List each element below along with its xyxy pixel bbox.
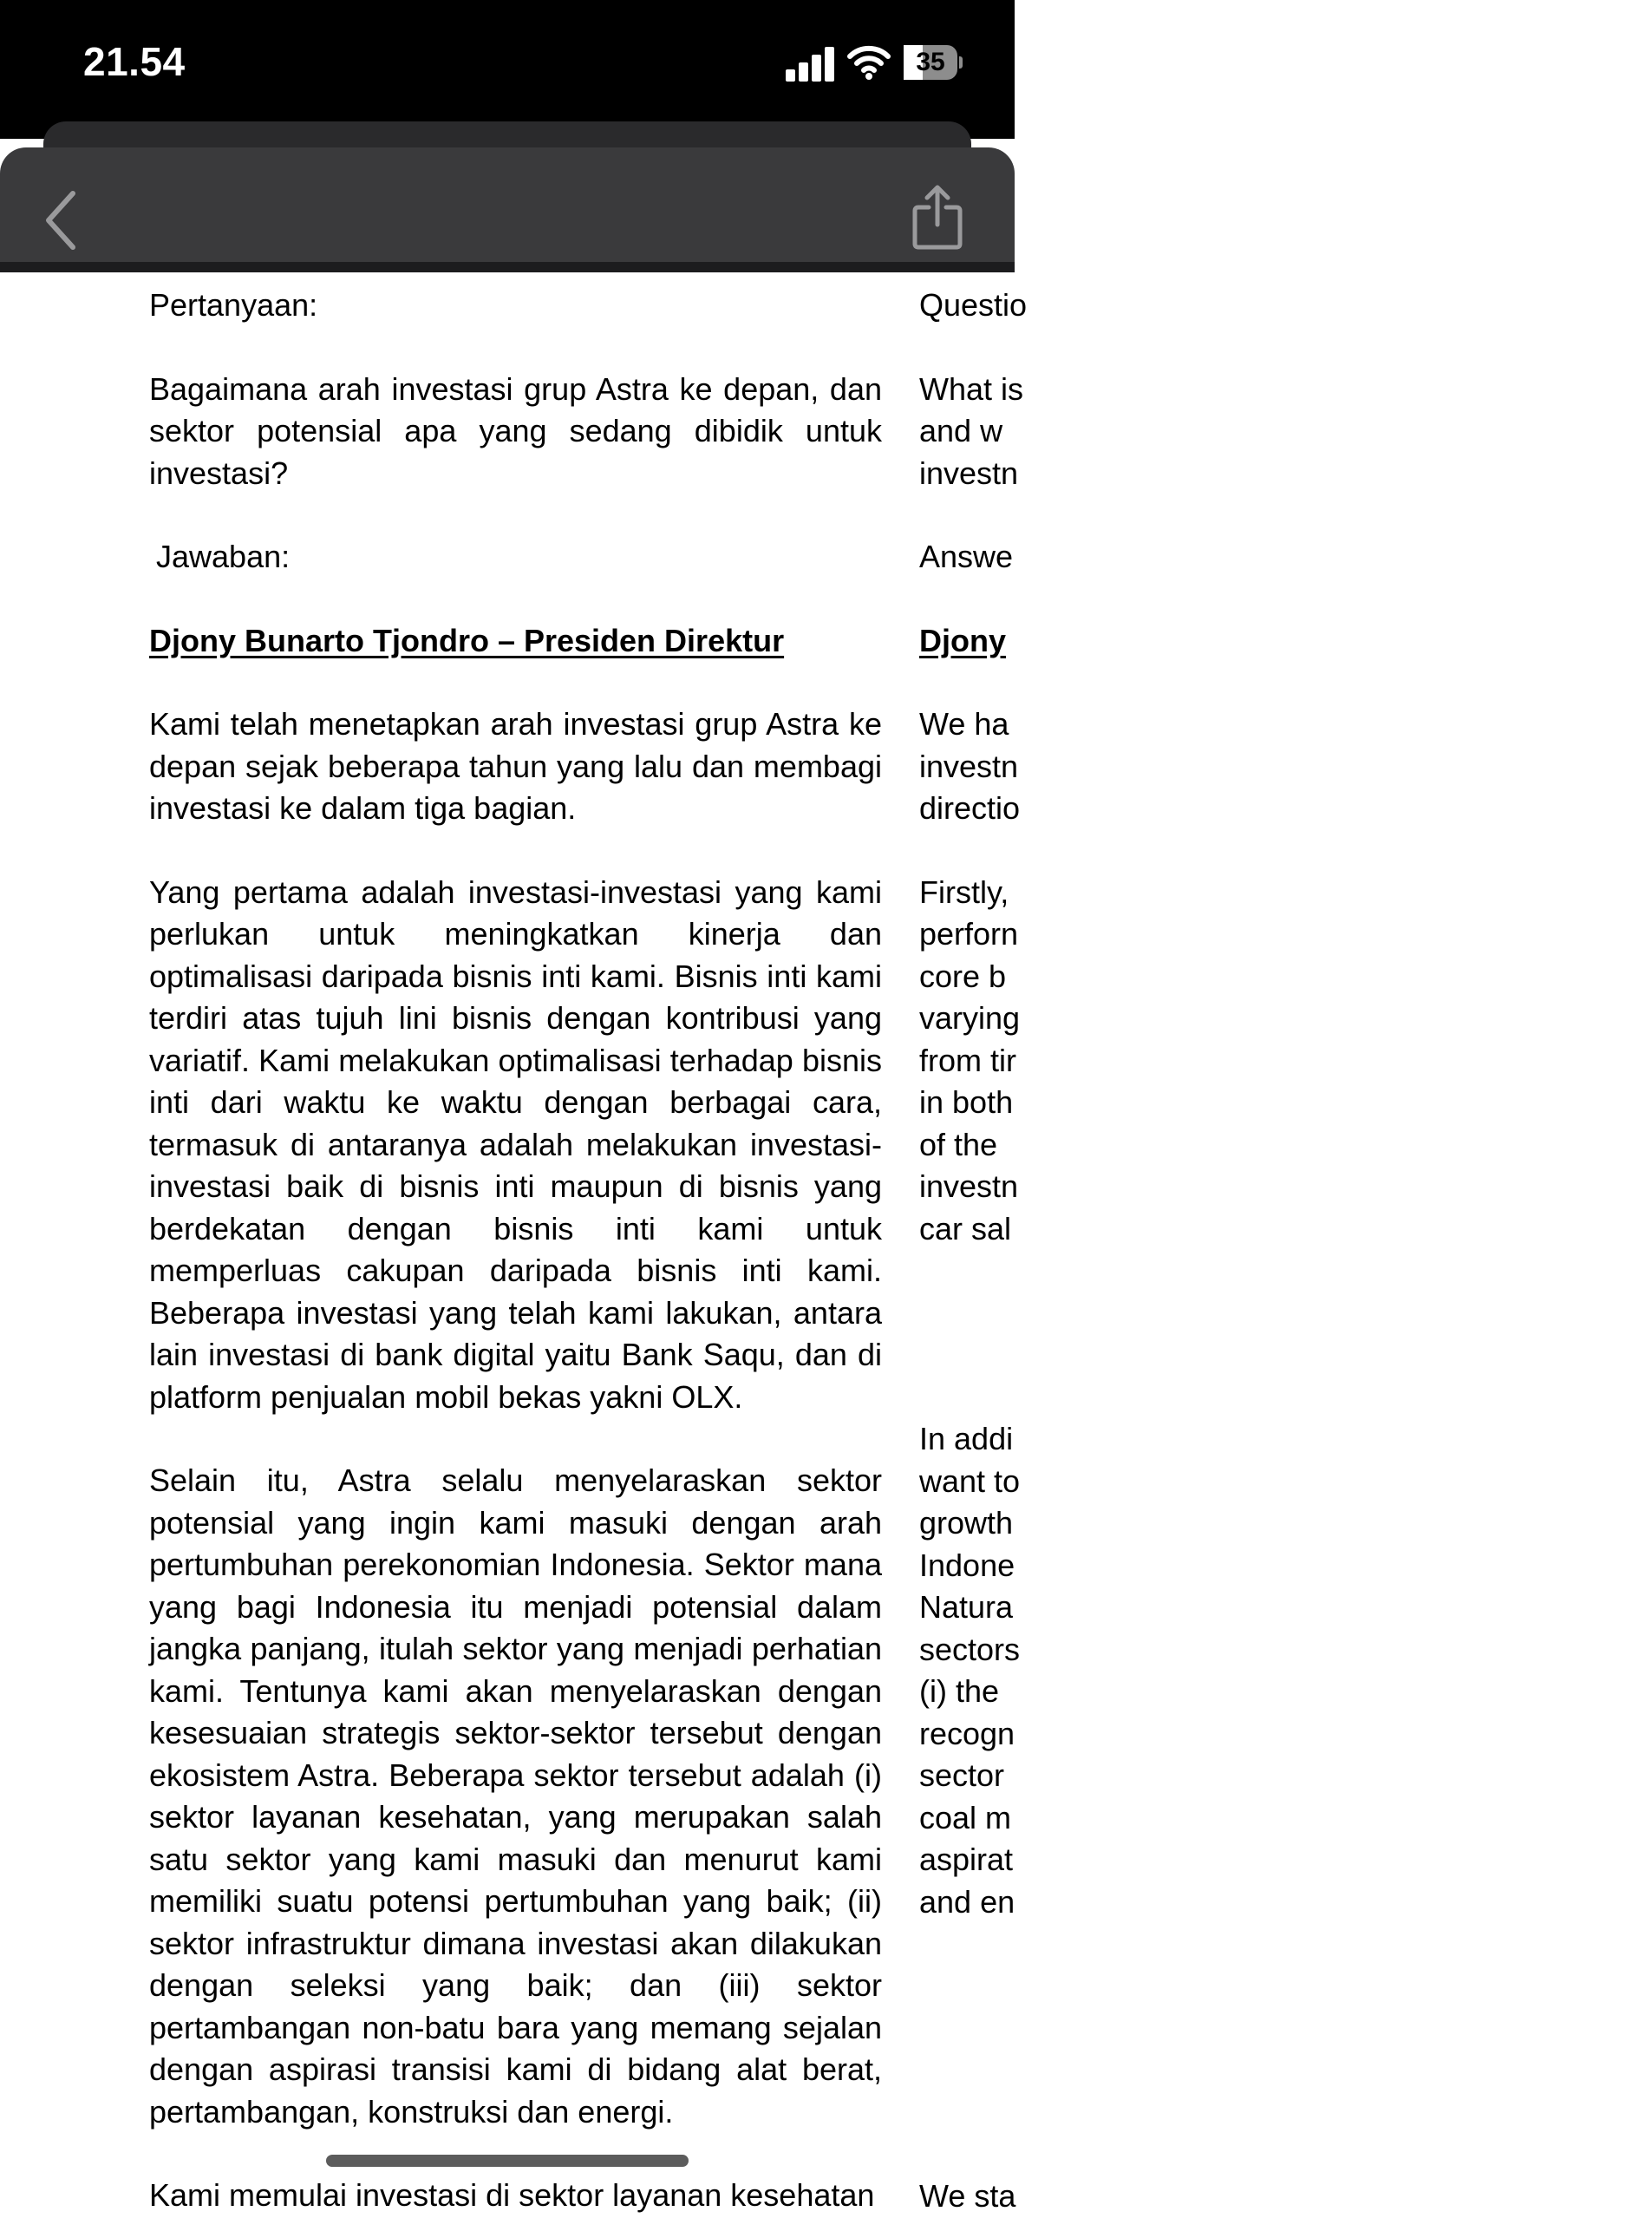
- paragraph-4-partial: Kami memulai investasi di sektor layanan kesehatan: [149, 2177, 875, 2213]
- document-page[interactable]: [0, 272, 1028, 2214]
- answer-label-en: Answe: [919, 539, 1014, 574]
- text-line: varying: [919, 1000, 1021, 1036]
- speaker-heading-en: Djony: [919, 622, 1007, 658]
- question-label-en: Questio: [919, 287, 1028, 323]
- text-line: core b: [919, 958, 1007, 994]
- paragraph-1: Kami telah menetapkan arah investasi grup Astra ke depan sejak beberapa tahun yang lalu dan membagi investasi ke dalam tiga bagian.: [149, 706, 882, 826]
- text-line: and en: [919, 1883, 1015, 1920]
- home-indicator[interactable]: [326, 2155, 689, 2167]
- paragraph-3: Selain itu, Astra selalu menyelaraskan sektor potensial yang ingin kami masuki dengan arah pertumbuhan perekonomian Indonesia. Sektor mana yang bagi Indonesia itu menjadi potensial dalam jangka panjang, itulah sektor yang menjadi perhatian kami. Tentunya kami akan menyelaraskan dengan kesesuaian strategis sektor-sektor tersebut dengan ekosistem Astra. Beberapa sektor tersebut adalah (i) sektor layanan kesehatan, yang merupakan salah satu sektor yang kami masuki dan menurut kami memiliki suatu potensi pertumbuhan yang baik; (ii) sektor infrastruktur dimana investasi akan dilakukan dengan seleksi yang baik; dan (iii) sektor pertambangan non-batu bara yang memang sejalan dengan aspirasi transisi kami di bidang alat berat, pertambangan, konstruksi dan energi.: [149, 1462, 882, 2130]
- question-text-en: [919, 369, 1652, 495]
- text-line: investn: [919, 748, 1019, 784]
- chevron-left-icon: [43, 190, 78, 251]
- text-line: sectors: [919, 1631, 1021, 1667]
- share-button[interactable]: [907, 182, 968, 253]
- status-bar: [0, 0, 1015, 139]
- text-line: investn: [919, 1168, 1019, 1204]
- wifi-icon: [848, 45, 890, 80]
- text-line: Indone: [919, 1547, 1015, 1583]
- navigation-bar: [0, 147, 1015, 262]
- text-line: aspirat: [919, 1842, 1014, 1877]
- text-line: Natura: [919, 1589, 1014, 1625]
- text-line: car sal: [919, 1210, 1012, 1246]
- text-line: growth: [919, 1505, 1014, 1541]
- share-icon: [911, 185, 963, 251]
- answer-label: Jawaban:: [156, 539, 291, 574]
- text-line: and w: [919, 413, 1003, 448]
- question-text: Bagaimana arah investasi grup Astra ke depan, dan sektor potensial apa yang sedang dibidik untuk investasi?: [149, 370, 882, 491]
- text-line: coal m: [919, 1799, 1012, 1835]
- paragraph-3-en: [919, 1418, 1652, 1923]
- paragraph-1-en: [919, 703, 1652, 830]
- english-column: [919, 272, 1652, 2218]
- text-line: investn: [919, 455, 1019, 491]
- text-line: want to: [919, 1462, 1021, 1499]
- battery-icon: [904, 45, 963, 80]
- back-button[interactable]: [35, 184, 87, 257]
- text-line: of the: [919, 1126, 998, 1162]
- text-line: sector: [919, 1757, 1005, 1793]
- text-line: directio: [919, 790, 1021, 826]
- paragraph-2: Yang pertama adalah investasi-investasi yang kami perlukan untuk meningkatkan kinerja dan optimalisasi daripada bisnis inti kami. Bisnis inti kami terdiri atas tujuh lini bisnis dengan kontribusi yang variatif. Kami melakukan optimalisasi terhadap bisnis inti dari waktu ke waktu dengan berbagai cara, termasuk di antaranya adalah melakukan investasi-investasi baik di bisnis inti maupun di bisnis yang berdekatan dengan bisnis inti kami untuk memperluas cakupan daripada bisnis inti kami. Beberapa investasi yang telah kami lakukan, antara lain investasi di bank digital yaitu Bank Saqu, dan di platform penjualan mobil bekas yakni OLX.: [149, 873, 882, 1415]
- cellular-signal-icon: [786, 47, 836, 82]
- battery-level: 35: [916, 48, 945, 76]
- indonesian-column: [149, 272, 882, 2217]
- paragraph-4-en-partial: We sta: [919, 2178, 1016, 2214]
- text-line: perforn: [919, 916, 1019, 952]
- paragraph-2-en: [919, 872, 1652, 1251]
- status-time: 21.54: [83, 39, 186, 84]
- text-line: In addi: [919, 1421, 1014, 1456]
- text-line: recogn: [919, 1715, 1015, 1751]
- text-line: We ha: [919, 706, 1009, 742]
- text-line: (i) the: [919, 1673, 1000, 1709]
- text-line: in both: [919, 1084, 1014, 1120]
- nav-divider: [0, 262, 1015, 272]
- speaker-heading: Djony Bunarto Tjondro – Presiden Direktur: [149, 622, 785, 658]
- text-line: What is: [919, 370, 1024, 407]
- text-line: Firstly,: [919, 873, 1009, 910]
- text-line: from tir: [919, 1042, 1016, 1078]
- question-label: Pertanyaan:: [149, 287, 318, 323]
